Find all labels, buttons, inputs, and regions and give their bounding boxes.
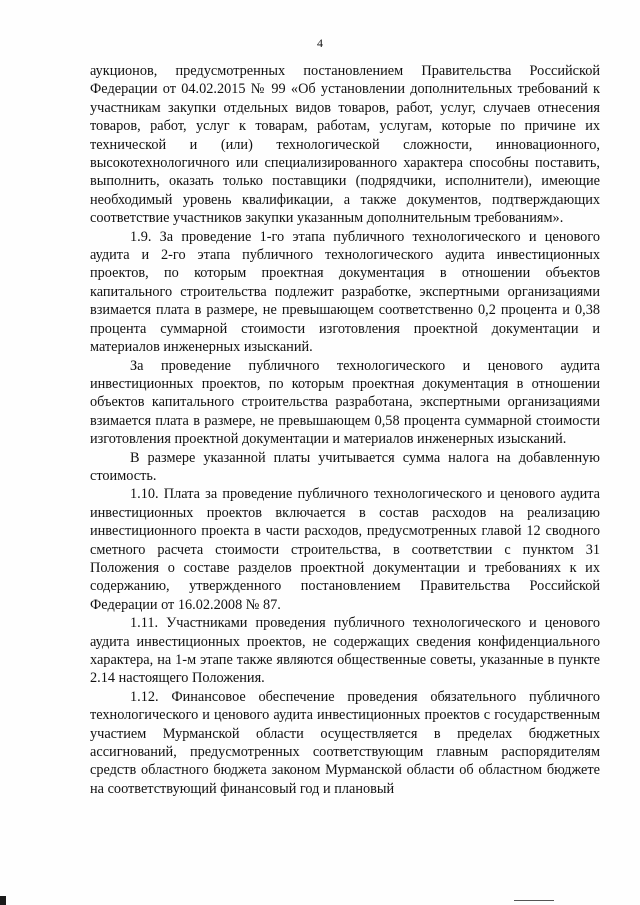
page-number: 4: [317, 36, 323, 50]
paragraph-1-10: 1.10. Плата за проведение публичного технологического и ценового аудита инвестиционных проектов включается в состав расходов на реализацию инвестиционного проекта в части расходов, предусмотренных главой 12 сводного сметного расчета стоимости строительства, в соответствии с пунктом 31 Положения о составе разделов проектной документации и требованиях к их содержанию, утвержденного постановлением Правительства Российской Федерации от 16.02.2008 № 87.: [90, 486, 600, 613]
scan-bottom-line: [514, 900, 554, 901]
paragraph-1-11: 1.11. Участниками проведения публичного технологического и ценового аудита инвестиционных проектов, не содержащих сведения конфиденциального характера, на 1-м этапе также являются общественные советы, указанные в пункте 2.14 настоящего Положения.: [90, 615, 600, 687]
paragraph-fee-completed: За проведение публичного технологического и ценового аудита инвестиционных проектов, по которым проектная документация в отношении объектов капитального строительства разработана, экспертными организациями взимается плата в размере, не превышающем 0,58 процента суммарной стоимости изготовления проектной документации и материалов инженерных изысканий.: [90, 357, 600, 448]
paragraph-1-9: 1.9. За проведение 1-го этапа публичного технологического и ценового аудита и 2-го этапа публичного технологического аудита инвестиционных проектов, по которым проектная документация в отношении объектов капитального строительства подлежит разработке, экспертными организациями взимается плата в размере, не превышающем соответственно 0,2 процента и 0,38 процента суммарной стоимости изготовления проектной документации и материалов инженерных изысканий.: [90, 228, 600, 356]
paragraph-continuation: аукционов, предусмотренных постановлением Правительства Российской Федерации от 04.02.2015 № 99 «Об установлении дополнительных требований к участникам закупки отдельных видов товаров, работ, услуг, случаев отнесения товаров, работ, услуг к товарам, работам, услугам, которые по причине их технической и (или) технологической сложности, инновационного, высокотехнологичного или специализированного характера способны поставить, выполнить, оказать только поставщики (подрядчики, исполнители), имеющие необходимый уровень квалификации, а также документов, подтверждающих соответствие участников закупки указанным дополнительным требованиям».: [90, 63, 600, 227]
paragraph-1-12: 1.12. Финансовое обеспечение проведения обязательного публичного технологического и ценового аудита инвестиционных проектов с государственным участием Мурманской области осуществляется в пределах бюджетных ассигнований, предусмотренных соответствующим главным распорядителям средств областного бюджета законом Мурманской области об областном бюджете на соответствующий финансовый год и плановый: [90, 688, 600, 797]
scan-edge-mark: [0, 896, 6, 905]
paragraph-vat-note: В размере указанной платы учитывается сумма налога на добавленную стоимость.: [90, 449, 600, 484]
document-body: [90, 62, 600, 798]
